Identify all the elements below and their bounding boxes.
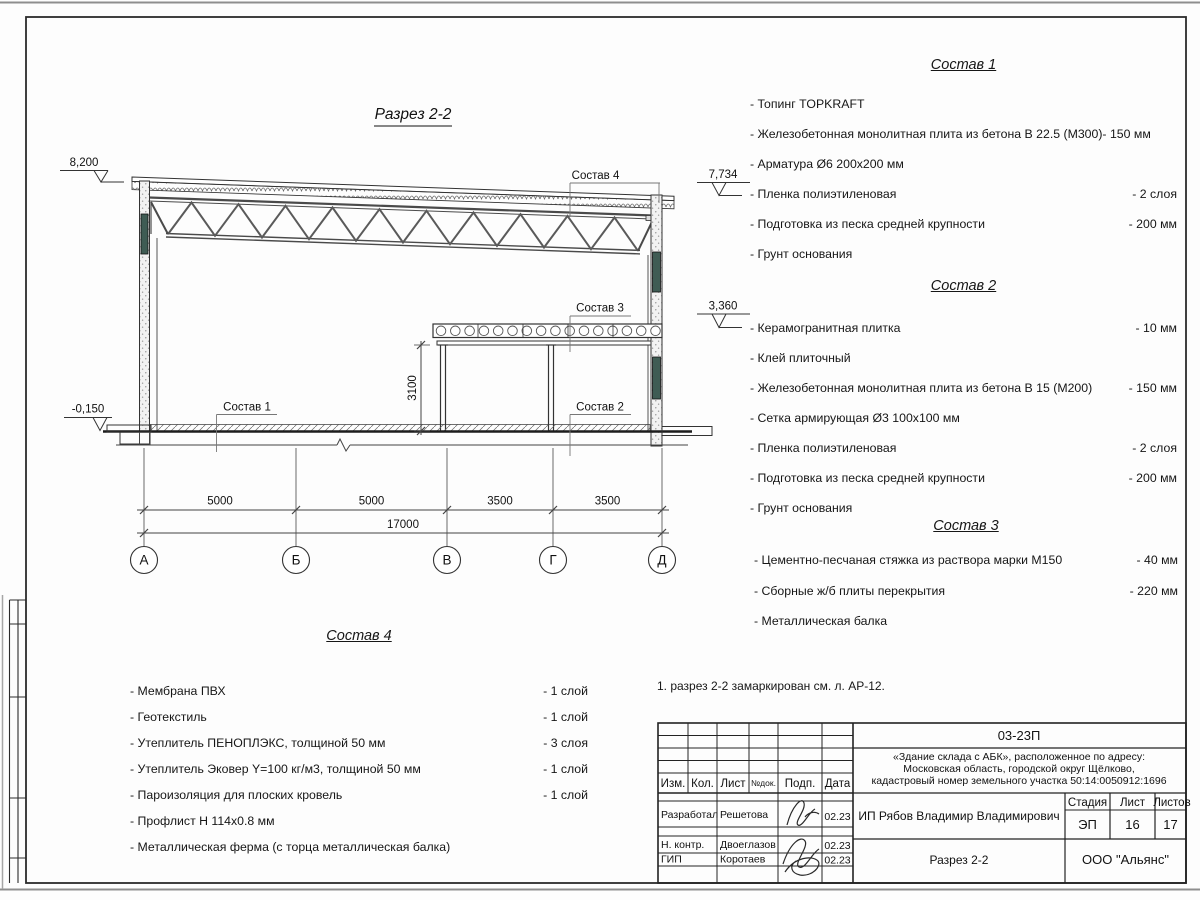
composition-item: - Пленка полиэтиленовая - 2 слоя: [750, 441, 1177, 455]
elevation-floor: -0,150: [71, 403, 105, 416]
composition-item: - Мембрана ПВХ - 1 слой: [130, 684, 588, 698]
composition-item: - Железобетонная монолитная плита из бетона В 22.5 (М300)- 150 мм: [750, 127, 1151, 141]
composition-item: - Железобетонная монолитная плита из бетона В 15 (М200) - 150 мм: [750, 381, 1177, 395]
sig-role-1: Разработал: [661, 809, 719, 821]
composition-item: - Топинг TOPKRAFT: [750, 97, 865, 111]
col-ndok: №док.: [751, 778, 776, 788]
object-description-line3: кадастровый номер земельного участка 50:14:0050912:1696: [871, 775, 1167, 787]
composition-panel-4: [130, 629, 588, 854]
axis-label-d: Д: [657, 552, 667, 568]
object-description-line1: «Здание склада с АБК», расположенное по адресу:: [893, 751, 1145, 763]
left-wall-window: [141, 214, 148, 254]
stage-value: ЭП: [1078, 817, 1097, 832]
right-wall-window-lower: [653, 357, 661, 399]
composition-item: - Подготовка из песка средней крупности - 200 мм: [750, 217, 1177, 231]
floor-foundation: [103, 425, 712, 452]
sig-name-1: Решетова: [720, 809, 769, 821]
dimension-span-3: 3500: [487, 495, 513, 508]
sig-name-3: Коротаев: [720, 853, 766, 866]
composition-item: - Клей плиточный: [750, 351, 851, 365]
doc-code: 03-23П: [997, 728, 1041, 743]
mezzanine: [433, 324, 662, 431]
client-name: ИП Рябов Владимир Владимирович: [858, 809, 1060, 823]
section-drawing: [60, 106, 750, 574]
axis-bubbles: [131, 547, 676, 574]
composition-item: - Сетка армирующая Ø3 100x100 мм: [750, 411, 960, 425]
col-data: Дата: [824, 778, 851, 790]
col-podp: Подп.: [784, 778, 816, 790]
composition-title: Состав 1: [930, 57, 997, 73]
sig-role-3: ГИП: [661, 853, 682, 866]
composition-item: - Грунт основания: [750, 247, 853, 261]
mezzanine-column-middle: [546, 345, 556, 431]
right-wall: [648, 195, 662, 446]
signature-1: [787, 801, 819, 826]
dimension-span-4: 3500: [594, 495, 621, 508]
composition-title: Состав 2: [930, 278, 997, 294]
sheet-value: 16: [1125, 817, 1140, 832]
composition-item: - Подготовка из песка средней крупности - 200 мм: [750, 471, 1177, 485]
right-wall-window-upper: [653, 252, 661, 292]
company-name: ООО "Альянс": [1082, 852, 1169, 867]
composition-item: - Арматура Ø6 200x200 мм: [750, 157, 904, 171]
sig-date-3: 02.23: [824, 854, 851, 867]
callout-sostav-4: Состав 4: [571, 170, 620, 182]
drawing-note: 1. разрез 2-2 замаркирован см. л. АР-12.: [657, 679, 885, 693]
callout-sostav-1: Состав 1: [223, 401, 271, 414]
dimension-chain: [137, 448, 669, 546]
elevation-roof-left: 8,200: [69, 157, 99, 169]
composition-item: - Профлист Н 114x0.8 мм: [130, 814, 275, 828]
composition-item: - Грунт основания: [750, 501, 853, 515]
composition-panel-2: [750, 279, 1177, 515]
col-kol: Кол.: [691, 778, 714, 790]
dimension-span-1: 5000: [207, 495, 233, 508]
sheets-value: 17: [1163, 817, 1178, 832]
callout-sostav-2: Состав 2: [576, 401, 624, 414]
axis-label-b: Б: [291, 552, 301, 568]
composition-item: - Сборные ж/б плиты перекрытия - 220 мм: [754, 583, 1178, 598]
composition-item: - Пленка полиэтиленовая - 2 слоя: [750, 187, 1177, 201]
mezzanine-column-left: [438, 345, 448, 431]
elevation-roof-right: 7,734: [708, 169, 738, 181]
sheets-label: Листов: [1153, 797, 1191, 809]
object-description-line2: Московская область, городской округ Щёлково,: [903, 763, 1135, 775]
axis-label-a: А: [139, 552, 149, 568]
sig-role-2: Н. контр.: [661, 839, 705, 851]
axis-label-v: В: [442, 552, 452, 568]
stage-label: Стадия: [1067, 797, 1108, 809]
dimension-3100-label: 3100: [407, 375, 419, 401]
sig-date-2: 02.23: [824, 840, 851, 852]
composition-item: - Цементно-песчаная стяжка из раствора марки М150 - 40 мм: [754, 553, 1178, 567]
axis-label-g: Г: [549, 552, 557, 568]
composition-title: Состав 3: [933, 518, 999, 534]
callout-sostav-3: Состав 3: [576, 302, 624, 315]
composition-item: - Утеплитель Эковер Y=100 кг/м3, толщиной 50 мм - 1 слой: [130, 762, 588, 776]
composition-title: Состав 4: [326, 628, 392, 644]
composition-item: - Керамогранитная плитка - 10 мм: [750, 321, 1177, 335]
side-stamp: [10, 600, 27, 883]
col-list: Лист: [720, 778, 746, 790]
dimension-span-2: 5000: [358, 495, 385, 508]
elevation-mezzanine: 3,360: [708, 300, 738, 313]
composition-panel-3: [754, 519, 1178, 628]
dimension-mezzanine-height: [407, 341, 430, 435]
sheet-label: Лист: [1120, 797, 1145, 809]
roof-truss: [149, 198, 656, 254]
left-wall: [140, 181, 158, 432]
composition-item: - Утеплитель ПЕНОПЛЭКС, толщиной 50 мм - 3 слоя: [130, 736, 588, 750]
sig-date-1: 02.23: [824, 811, 851, 823]
composition-item: - Геотекстиль - 1 слой: [130, 710, 588, 724]
composition-item: - Пароизоляция для плоских кровель - 1 слой: [130, 788, 588, 802]
signature-scribbles: [783, 801, 819, 875]
composition-item: - Металлическая балка: [754, 614, 888, 628]
composition-item: - Металлическая ферма (с торца металлическая балка): [130, 840, 451, 854]
signature-2: [783, 839, 819, 875]
sig-name-2: Двоеглазов: [720, 839, 776, 851]
view-title: Разрез 2-2: [374, 106, 452, 123]
dimension-total: 17000: [387, 519, 419, 531]
col-izm: Изм.: [660, 778, 686, 790]
composition-panel-1: [750, 58, 1177, 261]
sheet-title: Разрез 2-2: [929, 853, 989, 867]
title-block: [658, 723, 1191, 883]
